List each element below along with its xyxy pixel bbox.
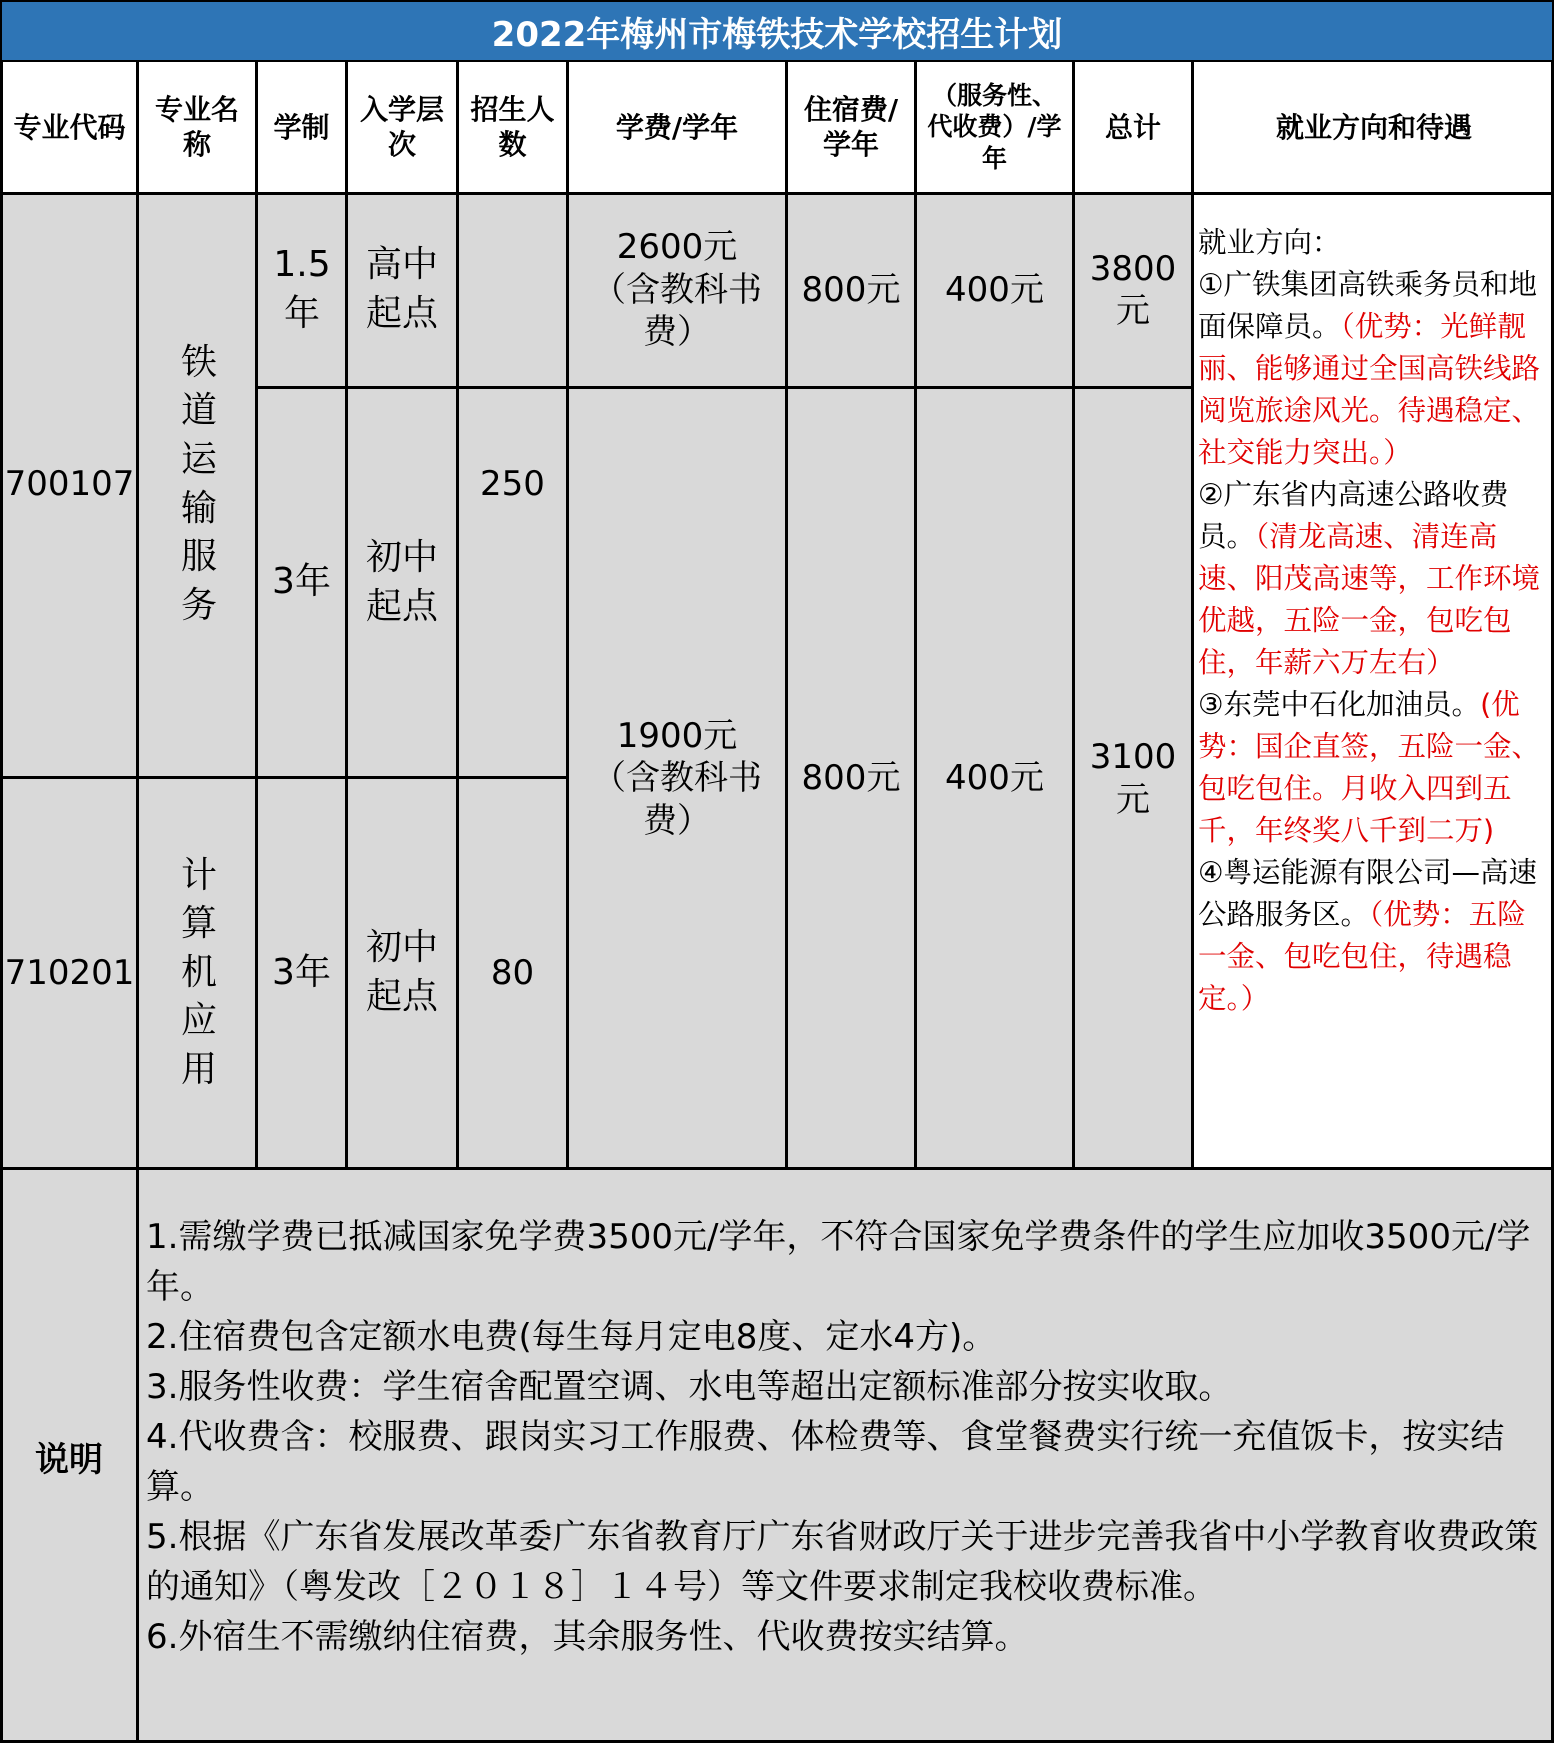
- employment-item: ③东莞中石化加油员。: [1198, 688, 1481, 721]
- tuition-fee: 2600元（含教科书费）: [592, 227, 762, 353]
- track-duration: 3年: [272, 561, 331, 603]
- track-entry-level: 初中起点: [365, 536, 438, 627]
- header-tuition: 学费/学年: [615, 110, 739, 144]
- note-item: 1.需缴学费已抵减国家免学费3500元/学年，不符合国家免学费条件的学生应加收3500元/学年。: [146, 1217, 1531, 1307]
- enrollment-count: 80: [490, 952, 535, 993]
- grid-line: [136, 62, 139, 1743]
- employment-advantage: （优势：光鲜靓丽、能够通过全国高铁线路阅览旅途风光。待遇稳定、社交能力突出。）: [1198, 310, 1541, 469]
- notes-list: [146, 1212, 1546, 1662]
- major-name: 铁道运输服务: [180, 341, 217, 626]
- note-item: 5.根据《广东省发展改革委广东省教育厅广东省财政厅关于进步完善我省中小学教育收费政策的通知》（粤发改［２０１８］１４号）等文件要求制定我校收费标准。: [146, 1517, 1539, 1607]
- grid-line: [0, 62, 3, 1743]
- note-item: 6.外宿生不需缴纳住宿费，其余服务性、代收费按实结算。: [146, 1617, 1029, 1657]
- grid-line: [0, 192, 1554, 195]
- grid-line: [785, 62, 788, 1169]
- track-duration: 1.5年: [273, 244, 331, 334]
- header-entry-level: 入学层次: [359, 93, 444, 161]
- header-service-fee: （服务性、代收费）/学年: [927, 81, 1062, 173]
- dorm-fee: 800元: [801, 758, 901, 799]
- employment-description: [1198, 222, 1548, 1020]
- major-code: 700107: [4, 464, 135, 505]
- header-dorm-fee: 住宿费/学年: [803, 93, 899, 161]
- grid-line: [0, 1167, 1554, 1170]
- major-code: 710201: [4, 952, 135, 993]
- notes-label: 说明: [35, 1439, 103, 1480]
- grid-line: [0, 776, 569, 779]
- grid-line: [255, 62, 258, 1169]
- total-fee: 3100元: [1089, 737, 1177, 820]
- employment-item: ④粤运能源有限公司—高速公路服务区。: [1198, 856, 1538, 931]
- track-entry-level: 初中起点: [365, 927, 438, 1017]
- note-item: 3.服务性收费：学生宿舍配置空调、水电等超出定额标准部分按实收取。: [146, 1367, 1233, 1407]
- page-title: 2022年梅州市梅铁技术学校招生计划: [0, 0, 1554, 62]
- tuition-fee: 1900元（含教科书费）: [592, 715, 762, 841]
- header-employment: 就业方向和待遇: [1275, 110, 1472, 144]
- employment-advantage: （优势：五险一金、包吃包住，待遇稳定。）: [1198, 898, 1526, 1015]
- header-total: 总计: [1104, 110, 1161, 144]
- employment-advantage: (优势：国企直签，五险一金、包吃包住。月收入四到五千，年终奖八千到二万): [1198, 688, 1541, 847]
- grid-line: [345, 62, 348, 1169]
- service-fee: 400元: [945, 758, 1044, 799]
- track-duration: 3年: [272, 951, 331, 993]
- track-entry-level: 高中起点: [365, 244, 438, 334]
- enrollment-count: 250: [480, 464, 545, 505]
- header-enrollment: 招生人数: [470, 93, 555, 161]
- employment-item: ①广铁集团高铁乘务员和地面保障员。: [1198, 268, 1538, 343]
- note-item: 4.代收费含：校服费、跟岗实习工作服费、体检费等、食堂餐费实行统一充值饭卡，按实结算。: [146, 1417, 1505, 1507]
- grid-line: [914, 62, 917, 1169]
- grid-line: [566, 62, 569, 1169]
- service-fee: 400元: [945, 269, 1044, 310]
- grid-line: [456, 62, 459, 1169]
- employment-heading: 就业方向：: [1198, 226, 1341, 259]
- dorm-fee: 800元: [801, 269, 901, 310]
- grid-line: [1072, 62, 1075, 1169]
- grid-line: [1191, 62, 1194, 1169]
- header-duration: 学制: [273, 110, 330, 144]
- grid-line: [566, 386, 1194, 389]
- total-fee: 3800元: [1089, 248, 1177, 331]
- header-major-name: 专业名称: [154, 93, 239, 161]
- employment-advantage: （清龙高速、清连高速、阳茂高速等，工作环境优越，五险一金，包吃包住，年薪六万左右）: [1198, 520, 1541, 679]
- grid-line: [255, 386, 569, 389]
- employment-item: ②广东省内高速公路收费员。: [1198, 478, 1509, 553]
- major-name: 计算机应用: [180, 854, 217, 1090]
- header-major-code: 专业代码: [13, 110, 126, 144]
- note-item: 2.住宿费包含定额水电费(每生每月定电8度、定水4方)。: [146, 1317, 997, 1357]
